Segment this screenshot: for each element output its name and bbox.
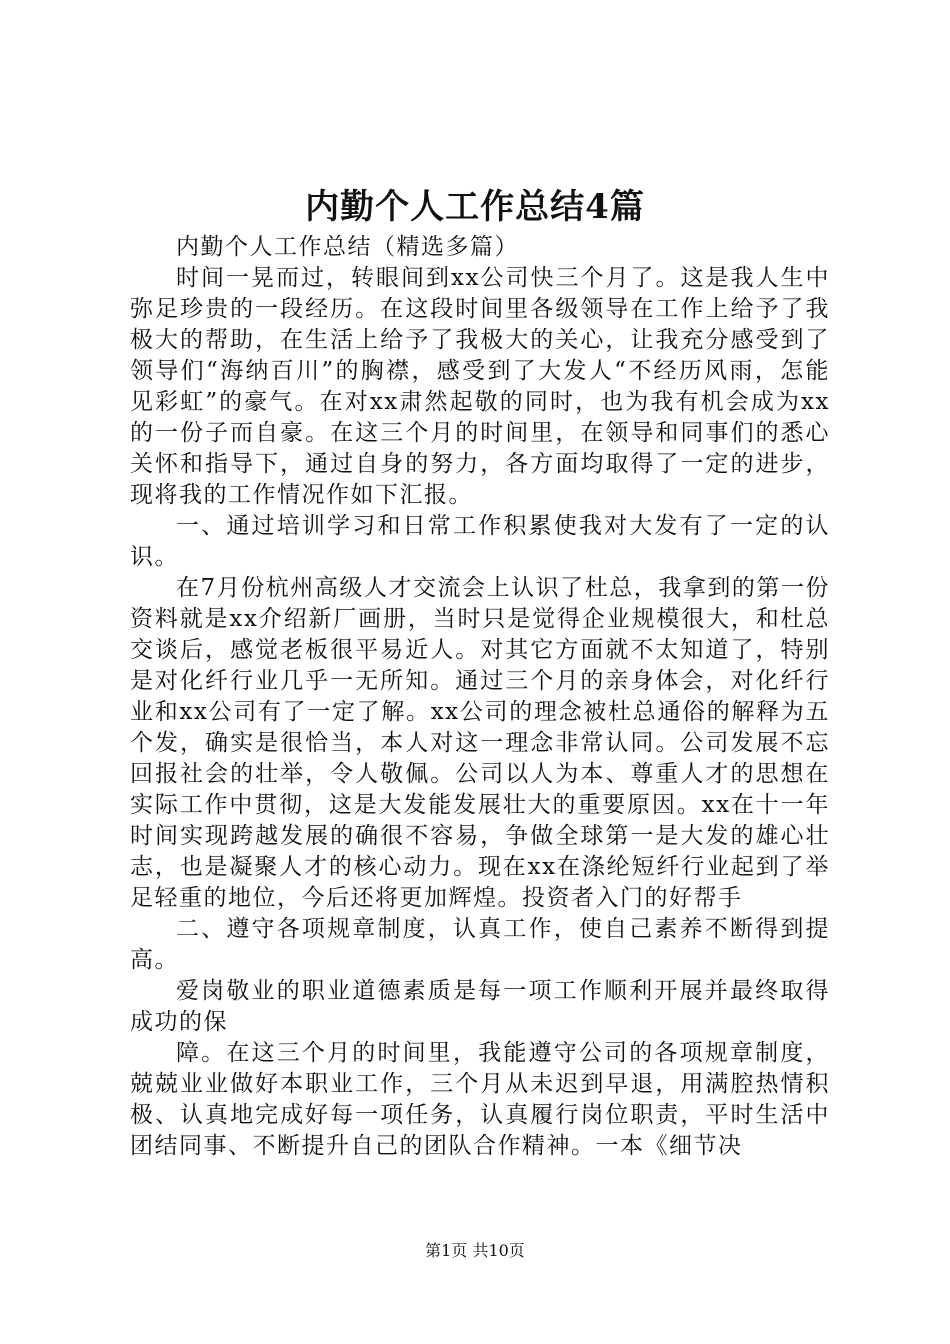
page-number: 第1页 共10页 xyxy=(425,1241,525,1260)
body-paragraph: 在7月份杭州高级人才交流会上认识了杜总，我拿到的第一份资料就是xx介绍新厂画册，当时只是觉得企业规模很大，和杜总交谈后，感觉老板很平易近人。对其它方面就不太知道了，特别是对化纤行业几乎一无所知。通过三个月的亲身体会，对化纤行业和xx公司有了一定了解。xx公司的理念被杜总通俗的解释为五个发，确实是很恰当，本人对这一理念非常认同。公司发展不忘回报社会的壮举，令人敬佩。公司以人为本、尊重人才的思想在实际工作中贯彻，这是大发能发展壮大的重要原因。xx在十一年时间实现跨越发展的确很不容易，争做全球第一是大发的雄心壮志，也是凝聚人才的核心动力。现在xx在涤纶短纤行业起到了举足轻重的地位，今后还将更加辉煌。投资者入门的好帮手 xyxy=(130,575,830,911)
document-body xyxy=(130,232,830,1162)
body-paragraph: 时间一晃而过，转眼间到xx公司快三个月了。这是我人生中弥足珍贵的一段经历。在这段时间里各级领导在工作上给予了我极大的帮助，在生活上给予了我极大的关心，让我充分感受到了领导们“海纳百川”的胸襟，感受到了大发人“不经历风雨，怎能见彩虹”的豪气。在对xx肃然起敬的同时，也为我有机会成为xx的一份子而自豪。在这三个月的时间里，在领导和同事们的悉心关怀和指导下，通过自身的努力，各方面均取得了一定的进步，现将我的工作情况作如下汇报。 xyxy=(130,265,830,508)
document-title: 内勤个人工作总结4篇 xyxy=(305,187,645,227)
section-heading: 二、遵守各项规章制度，认真工作，使自己素养不断得到提高。 xyxy=(130,916,830,973)
subtitle-paragraph: 内勤个人工作总结（精选多篇） xyxy=(176,234,519,260)
body-paragraph: 障。在这三个月的时间里，我能遵守公司的各项规章制度，兢兢业业做好本职业工作，三个月从未迟到早退，用满腔热情积极、认真地完成好每一项任务，认真履行岗位职责，平时生活中团结同事、不断提升自己的团队合作精神。一本《细节决 xyxy=(130,1040,830,1159)
section-heading: 一、通过培训学习和日常工作积累使我对大发有了一定的认识。 xyxy=(130,513,830,570)
body-paragraph: 爱岗敬业的职业道德素质是每一项工作顺利开展并最终取得成功的保 xyxy=(130,978,830,1035)
